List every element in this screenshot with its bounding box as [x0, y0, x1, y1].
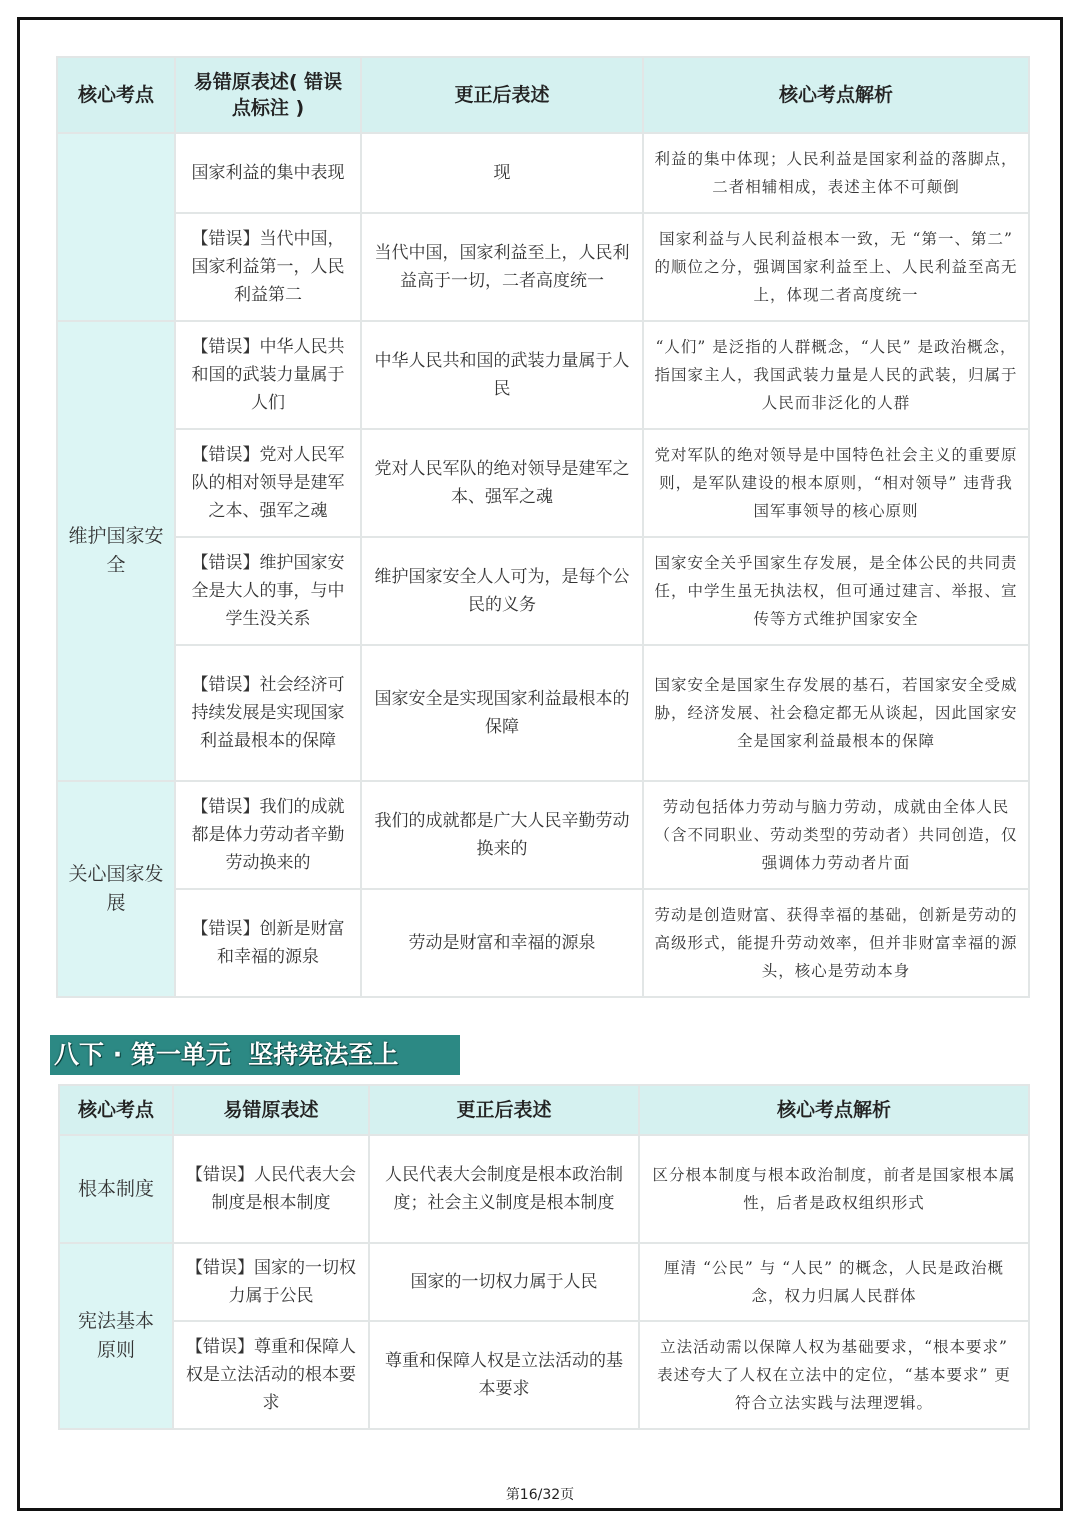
- analysis-cell: 党对军队的绝对领导是中国特色社会主义的重要原则，是军队建设的根本原则，“相对领导” 违背我国军事领导的核心原则: [643, 429, 1029, 537]
- wrong-statement-cell: 【错误】创新是财富和幸福的源泉: [175, 889, 361, 997]
- column-header: 更正后表述: [369, 1085, 639, 1135]
- topic-cell: [57, 133, 175, 321]
- wrong-statement-cell: 【错误】人民代表大会制度是根本制度: [173, 1135, 369, 1243]
- analysis-cell: 立法活动需以保障人权为基础要求，“根本要求” 表述夸大了人权在立法中的定位，“基本要求” 更符合立法实践与法理逻辑。: [639, 1321, 1029, 1429]
- corrected-statement-cell: 我们的成就都是广大人民辛勤劳动换来的: [361, 781, 643, 889]
- wrong-statement-cell: 【错误】尊重和保障人权是立法活动的根本要求: [173, 1321, 369, 1429]
- column-header: 核心考点解析: [643, 57, 1029, 133]
- analysis-cell: “人们” 是泛指的人群概念，“人民” 是政治概念，指国家主人，我国武装力量是人民的武装，归属于人民而非泛化的人群: [643, 321, 1029, 429]
- column-header: 更正后表述: [361, 57, 643, 133]
- column-header: 易错原表述: [173, 1085, 369, 1135]
- corrected-statement-cell: 当代中国，国家利益至上，人民利益高于一切，二者高度统一: [361, 213, 643, 321]
- table-row: [57, 213, 1029, 321]
- topic-cell: 关心国家发展: [57, 781, 175, 997]
- wrong-statement-cell: 【错误】中华人民共和国的武装力量属于人们: [175, 321, 361, 429]
- corrected-statement-cell: 国家安全是实现国家利益最根本的保障: [361, 645, 643, 781]
- column-header: 核心考点: [57, 57, 175, 133]
- wrong-statement-cell: 国家利益的集中表现: [175, 133, 361, 213]
- analysis-cell: 厘清 “公民” 与 “人民” 的概念，人民是政治概念，权力归属人民群体: [639, 1243, 1029, 1321]
- column-header: 核心考点解析: [639, 1085, 1029, 1135]
- analysis-cell: 劳动包括体力劳动与脑力劳动，成就由全体人民（含不同职业、劳动类型的劳动者）共同创造，仅强调体力劳动者片面: [643, 781, 1029, 889]
- table-row: [59, 1243, 1029, 1321]
- table-row: [57, 781, 1029, 889]
- analysis-cell: 利益的集中体现；人民利益是国家利益的落脚点，二者相辅相成，表述主体不可颠倒: [643, 133, 1029, 213]
- table-row: [57, 133, 1029, 213]
- table-row: [59, 1321, 1029, 1429]
- corrected-statement-cell: 中华人民共和国的武装力量属于人民: [361, 321, 643, 429]
- errata-table-2: [58, 1084, 1030, 1430]
- wrong-statement-cell: 【错误】当代中国，国家利益第一，人民利益第二: [175, 213, 361, 321]
- wrong-statement-cell: 【错误】党对人民军队的相对领导是建军之本、强军之魂: [175, 429, 361, 537]
- column-header: 易错原表述( 错误点标注 ): [175, 57, 361, 133]
- table-row: [57, 429, 1029, 537]
- column-header: 核心考点: [59, 1085, 173, 1135]
- analysis-cell: 国家安全关乎国家生存发展，是全体公民的共同责任，中学生虽无执法权，但可通过建言、举报、宣传等方式维护国家安全: [643, 537, 1029, 645]
- table-row: [57, 537, 1029, 645]
- wrong-statement-cell: 【错误】社会经济可持续发展是实现国家利益最根本的保障: [175, 645, 361, 781]
- topic-cell: 宪法基本原则: [59, 1243, 173, 1429]
- corrected-statement-cell: 尊重和保障人权是立法活动的基本要求: [369, 1321, 639, 1429]
- table-row: [57, 321, 1029, 429]
- corrected-statement-cell: 劳动是财富和幸福的源泉: [361, 889, 643, 997]
- table-row: [59, 1135, 1029, 1243]
- corrected-statement-cell: 党对人民军队的绝对领导是建军之本、强军之魂: [361, 429, 643, 537]
- analysis-cell: 区分根本制度与根本政治制度，前者是国家根本属性，后者是政权组织形式: [639, 1135, 1029, 1243]
- analysis-cell: 劳动是创造财富、获得幸福的基础，创新是劳动的高级形式，能提升劳动效率，但并非财富幸福的源头，核心是劳动本身: [643, 889, 1029, 997]
- wrong-statement-cell: 【错误】维护国家安全是大人的事，与中学生没关系: [175, 537, 361, 645]
- topic-cell: 根本制度: [59, 1135, 173, 1243]
- corrected-statement-cell: 人民代表大会制度是根本政治制度；社会主义制度是根本制度: [369, 1135, 639, 1243]
- table-header-row: [59, 1085, 1029, 1135]
- table-row: [57, 645, 1029, 781]
- table-row: [57, 889, 1029, 997]
- errata-table-1: [56, 56, 1030, 998]
- analysis-cell: 国家安全是国家生存发展的基石，若国家安全受威胁，经济发展、社会稳定都无从谈起，因此国家安全是国家利益最根本的保障: [643, 645, 1029, 781]
- wrong-statement-cell: 【错误】我们的成就都是体力劳动者辛勤劳动换来的: [175, 781, 361, 889]
- topic-cell: 维护国家安全: [57, 321, 175, 781]
- corrected-statement-cell: 国家的一切权力属于人民: [369, 1243, 639, 1321]
- wrong-statement-cell: 【错误】国家的一切权力属于公民: [173, 1243, 369, 1321]
- table-header-row: [57, 57, 1029, 133]
- analysis-cell: 国家利益与人民利益根本一致，无 “第一、第二” 的顺位之分，强调国家利益至上、人民利益至高无上，体现二者高度统一: [643, 213, 1029, 321]
- corrected-statement-cell: 现: [361, 133, 643, 213]
- page-number: 第16/32页: [505, 1487, 575, 1503]
- corrected-statement-cell: 维护国家安全人人可为，是每个公民的义务: [361, 537, 643, 645]
- section-title: 八下 · 第一单元 坚持宪法至上: [50, 1035, 460, 1075]
